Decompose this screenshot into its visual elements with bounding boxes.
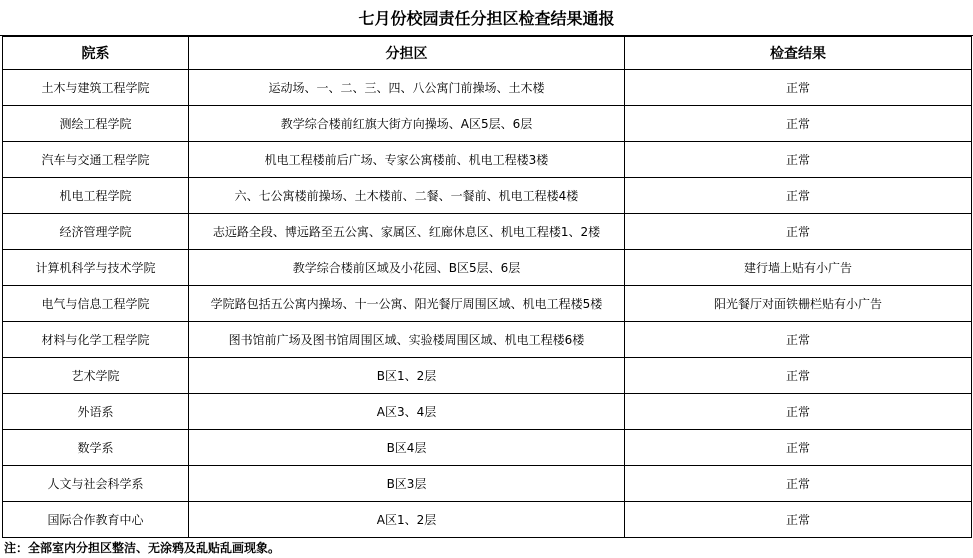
column-header-department: 院系 — [3, 37, 189, 70]
cell-department: 材料与化学工程学院 — [3, 322, 189, 358]
results-table — [2, 36, 972, 538]
cell-department: 电气与信息工程学院 — [3, 286, 189, 322]
column-header-area: 分担区 — [189, 37, 625, 70]
table-row — [3, 430, 972, 466]
cell-area: A区3、4层 — [189, 394, 625, 430]
table-header-row — [3, 37, 972, 70]
table-row — [3, 178, 972, 214]
table-row — [3, 502, 972, 538]
table-row — [3, 142, 972, 178]
cell-department: 艺术学院 — [3, 358, 189, 394]
cell-department: 外语系 — [3, 394, 189, 430]
column-header-result: 检查结果 — [625, 37, 972, 70]
table-row — [3, 358, 972, 394]
cell-result: 正常 — [625, 502, 972, 538]
table-row — [3, 250, 972, 286]
cell-area: B区3层 — [189, 466, 625, 502]
cell-result: 正常 — [625, 394, 972, 430]
cell-result: 建行墙上贴有小广告 — [625, 250, 972, 286]
cell-area: 教学综合楼前红旗大街方向操场、A区5层、6层 — [189, 106, 625, 142]
cell-department: 机电工程学院 — [3, 178, 189, 214]
table-row — [3, 70, 972, 106]
cell-area: A区1、2层 — [189, 502, 625, 538]
cell-result: 正常 — [625, 214, 972, 250]
cell-result: 正常 — [625, 178, 972, 214]
cell-area: 学院路包括五公寓内操场、十一公寓、阳光餐厅周围区域、机电工程楼5楼 — [189, 286, 625, 322]
table-row — [3, 394, 972, 430]
cell-department: 国际合作教育中心 — [3, 502, 189, 538]
cell-result: 正常 — [625, 466, 972, 502]
table-row — [3, 466, 972, 502]
cell-result: 正常 — [625, 106, 972, 142]
cell-department: 经济管理学院 — [3, 214, 189, 250]
cell-area: B区4层 — [189, 430, 625, 466]
table-row — [3, 322, 972, 358]
cell-area: 机电工程楼前后广场、专家公寓楼前、机电工程楼3楼 — [189, 142, 625, 178]
cell-area: 教学综合楼前区域及小花园、B区5层、6层 — [189, 250, 625, 286]
cell-result: 正常 — [625, 322, 972, 358]
cell-result: 正常 — [625, 70, 972, 106]
cell-department: 土木与建筑工程学院 — [3, 70, 189, 106]
table-row — [3, 286, 972, 322]
cell-result: 正常 — [625, 142, 972, 178]
footnote: 注：全部室内分担区整洁、无涂鸦及乱贴乱画现象。 — [4, 541, 281, 555]
cell-department: 汽车与交通工程学院 — [3, 142, 189, 178]
cell-area: 图书馆前广场及图书馆周围区域、实验楼周围区域、机电工程楼6楼 — [189, 322, 625, 358]
cell-result: 阳光餐厅对面铁栅栏贴有小广告 — [625, 286, 972, 322]
cell-department: 计算机科学与技术学院 — [3, 250, 189, 286]
cell-department: 测绘工程学院 — [3, 106, 189, 142]
cell-result: 正常 — [625, 358, 972, 394]
cell-result: 正常 — [625, 430, 972, 466]
cell-area: 六、七公寓楼前操场、土木楼前、二餐、一餐前、机电工程楼4楼 — [189, 178, 625, 214]
table-row — [3, 214, 972, 250]
cell-department: 数学系 — [3, 430, 189, 466]
cell-area: 运动场、一、二、三、四、八公寓门前操场、土木楼 — [189, 70, 625, 106]
page-title: 七月份校园责任分担区检查结果通报 — [0, 0, 973, 36]
table-row — [3, 106, 972, 142]
cell-area: 志远路全段、博远路至五公寓、家属区、红廊休息区、机电工程楼1、2楼 — [189, 214, 625, 250]
cell-area: B区1、2层 — [189, 358, 625, 394]
cell-department: 人文与社会科学系 — [3, 466, 189, 502]
